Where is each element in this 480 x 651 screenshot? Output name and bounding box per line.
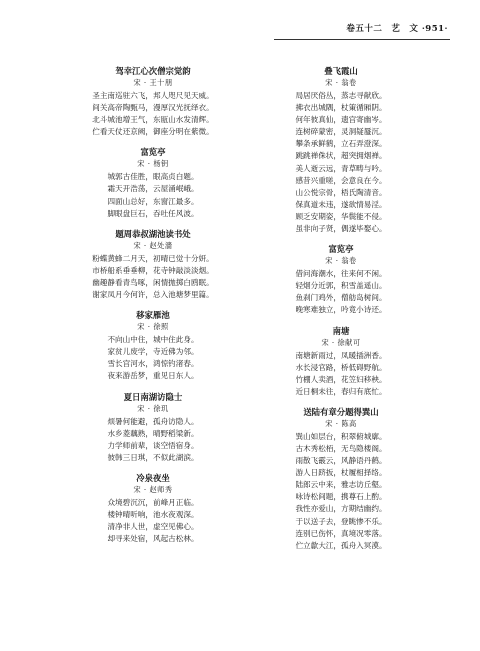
poem-title: 叠飞霞山 [324,66,358,76]
poem-line: 连树碎蒙密，灵洞疑蜃沉。 [295,127,387,137]
poem-line: 伫立歙大江，孤舟入冥漠。 [295,540,387,550]
running-header: 卷五十二 艺 文 ·951· [346,24,448,34]
poem-spacer [73,220,233,229]
poem-spacer [261,235,421,244]
page-header [0,18,480,40]
poem-line: 力学师前辈，谈空悟宿身。 [107,440,199,450]
poem-author: 宋 · 翁卷 [325,78,357,87]
poem-line: 巽山如层台，积翠俯城廓。 [295,431,387,441]
poem-block [73,473,233,545]
poem-line: 城郭古佳胜，眼高贞白题。 [107,172,199,182]
poem-line: 幽趣静看青鸟啄，闲情抛掷白鸥眠。 [92,277,214,287]
poem-line: 却寻来处宿，风起古松林。 [107,534,199,544]
poem-line: 伫看天仗还京阙，御座分明在紫微。 [92,127,214,137]
header-rule [274,39,450,40]
poem-line: 跳跳禅侏状，超突拥烟禅。 [295,151,387,161]
poem-block [73,229,233,301]
poem-spacer [73,301,233,310]
poem-line: 我性亦爱山，方期结幽约。 [295,504,387,514]
poem-block [261,244,421,316]
poem-line: 市桥船系垂垂柳，花寺钟敲淡淡烟。 [92,265,214,275]
poem-line: 连别已伤怀，真境况零落。 [295,528,387,538]
poem-spacer [73,464,233,473]
poem-line: 彼韩三日琪，不似此湖滨。 [107,452,199,462]
poem-line: 古木秀松栢，无鸟隐楼阁。 [295,443,387,453]
poem-line: 拂衣出城隅，杖策循厢阴。 [295,103,387,113]
poem-title: 南塘 [332,325,350,336]
poem-line: 水长浸官路，桥低碍野航。 [295,362,387,372]
poem-line: 感昔兴重嗟，会意良在今。 [295,175,387,185]
poem-line: 霜天开浩荡，云屋涌岷峨。 [107,184,199,194]
poem-title: 移家雁池 [136,310,170,321]
poem-spacer [261,398,421,407]
poem-block [261,66,421,235]
poem-line: 粉蝶黄蜂二月天，初晴已觉十分妍。 [92,253,214,263]
poem-title: 题周恭叔湖池读书处 [115,228,191,239]
poem-line: 楼钟晴听响，池水夜观深。 [107,509,199,519]
poem-line: 竹棚人卖酒，花笠妇移秧。 [295,374,387,384]
poem-block [261,326,421,398]
poem-author: 宋 · 徐玑 [137,403,169,413]
poem-block [73,66,233,138]
poem-author: 宋 · 徐照 [137,322,169,332]
poem-line: 众境碧沉沉，前峰月正临。 [107,497,199,507]
poem-line: 圣主南巡驻六飞，邦人咫尺见天威。 [92,91,214,100]
poem-line: 虽非向子贤，偶遂毕娶心。 [295,224,387,234]
poem-line: 山公悦宗骨，梧氏陶清音。 [295,187,387,197]
poem-line: 水乡菱藕熟，晴野稻梁新。 [107,428,199,438]
poem-author: 宋 · 杨钥 [137,159,169,169]
poem-title: 富览亭 [328,244,354,255]
poem-title: 送陆有章分题得巽山 [303,406,379,417]
poem-block [261,407,421,552]
poem-line: 清净非人世，虚空见佛心。 [107,522,199,532]
poem-author: 宋 · 赵师秀 [133,484,173,494]
poem-author: 宋 · 翁卷 [325,256,357,266]
poem-line: 雨散飞霰云，风静语丹鹤。 [295,456,387,466]
poem-block [73,392,233,464]
poem-line: 顾乏安期姿，华鬓能不侵。 [295,211,387,221]
poem-line: 近日桐未往，春归有底忙。 [295,386,387,396]
poem-line: 家贫儿废学，寺近佛为邻。 [107,347,199,357]
poem-spacer [261,317,421,326]
poem-line: 游人日跻扳，杖履相择络。 [295,468,387,478]
poem-line: 于以送子去，登眺惨不乐。 [295,516,387,526]
poem-title: 夏日南湖访隐士 [123,391,183,402]
poem-title: 冷泉夜坐 [136,472,170,483]
poem-line: 美人逝云远，青草畴与吟。 [295,163,387,173]
poem-author: 宋 · 赵处濇 [133,240,173,250]
poem-line: 晚寒难独立，吟竟小诗还。 [295,305,387,315]
poem-line: 借问海潮水，往来何不闲。 [295,269,387,279]
poem-line: 何年彼真仙，遗宫寄幽岑。 [295,115,387,125]
poem-line: 局居厌俗丛，蒸志寻献欣。 [295,91,387,100]
poem-author: 宋 · 陈高 [325,418,357,428]
poem-line: 北斗城池增王气，东瓯山水发清辉。 [92,115,214,125]
poem-spacer [73,138,233,147]
poem-line: 不向山中住，城中住此身。 [107,335,199,345]
poem-block [73,310,233,382]
poem-line: 间关高帝陶甄马，漫厚汉光抚绎衣。 [92,103,214,113]
poem-author: 宋 · 徐献可 [321,337,361,347]
poem-line: 四面山总好，东窗江最多。 [107,196,199,206]
poem-block [73,147,233,219]
poem-line: 雪长宫河水，鸿惊钓渚春。 [107,359,199,369]
poem-line: 脚眼盘巨石，吞吐任风波。 [107,208,199,218]
poem-line: 陆郎云中来，雅志访丘壑。 [295,480,387,490]
left-column [73,66,233,545]
right-column [261,66,421,552]
poem-line: 南塘新雨过，凤暖插洲香。 [295,350,387,360]
poem-line: 保真道未违，遂欲情易淫。 [295,199,387,209]
poem-line: 咏诗松间题，携尊石上酌。 [295,492,387,502]
poem-line: 轻烟分近郭，积雪盖遥山。 [295,281,387,291]
poem-line: 鱼刹门鸡外，僧舫岛树间。 [295,293,387,303]
poem-title: 富览亭 [140,147,166,158]
poem-title: 驾幸江心次僧宗觉韵 [115,66,191,76]
poem-line: 谢家凤月今何许，总入池塘梦里篇。 [92,290,214,300]
poem-author: 宋 · 王十朋 [133,78,173,87]
poem-line: 攀条承鲜鹤，立石弄澄深。 [295,139,387,149]
poem-line: 烦暑何能避，孤舟访隐人。 [107,416,199,426]
poem-spacer [73,383,233,392]
poem-line: 夜来游岳梦，重见日东人。 [107,371,199,381]
